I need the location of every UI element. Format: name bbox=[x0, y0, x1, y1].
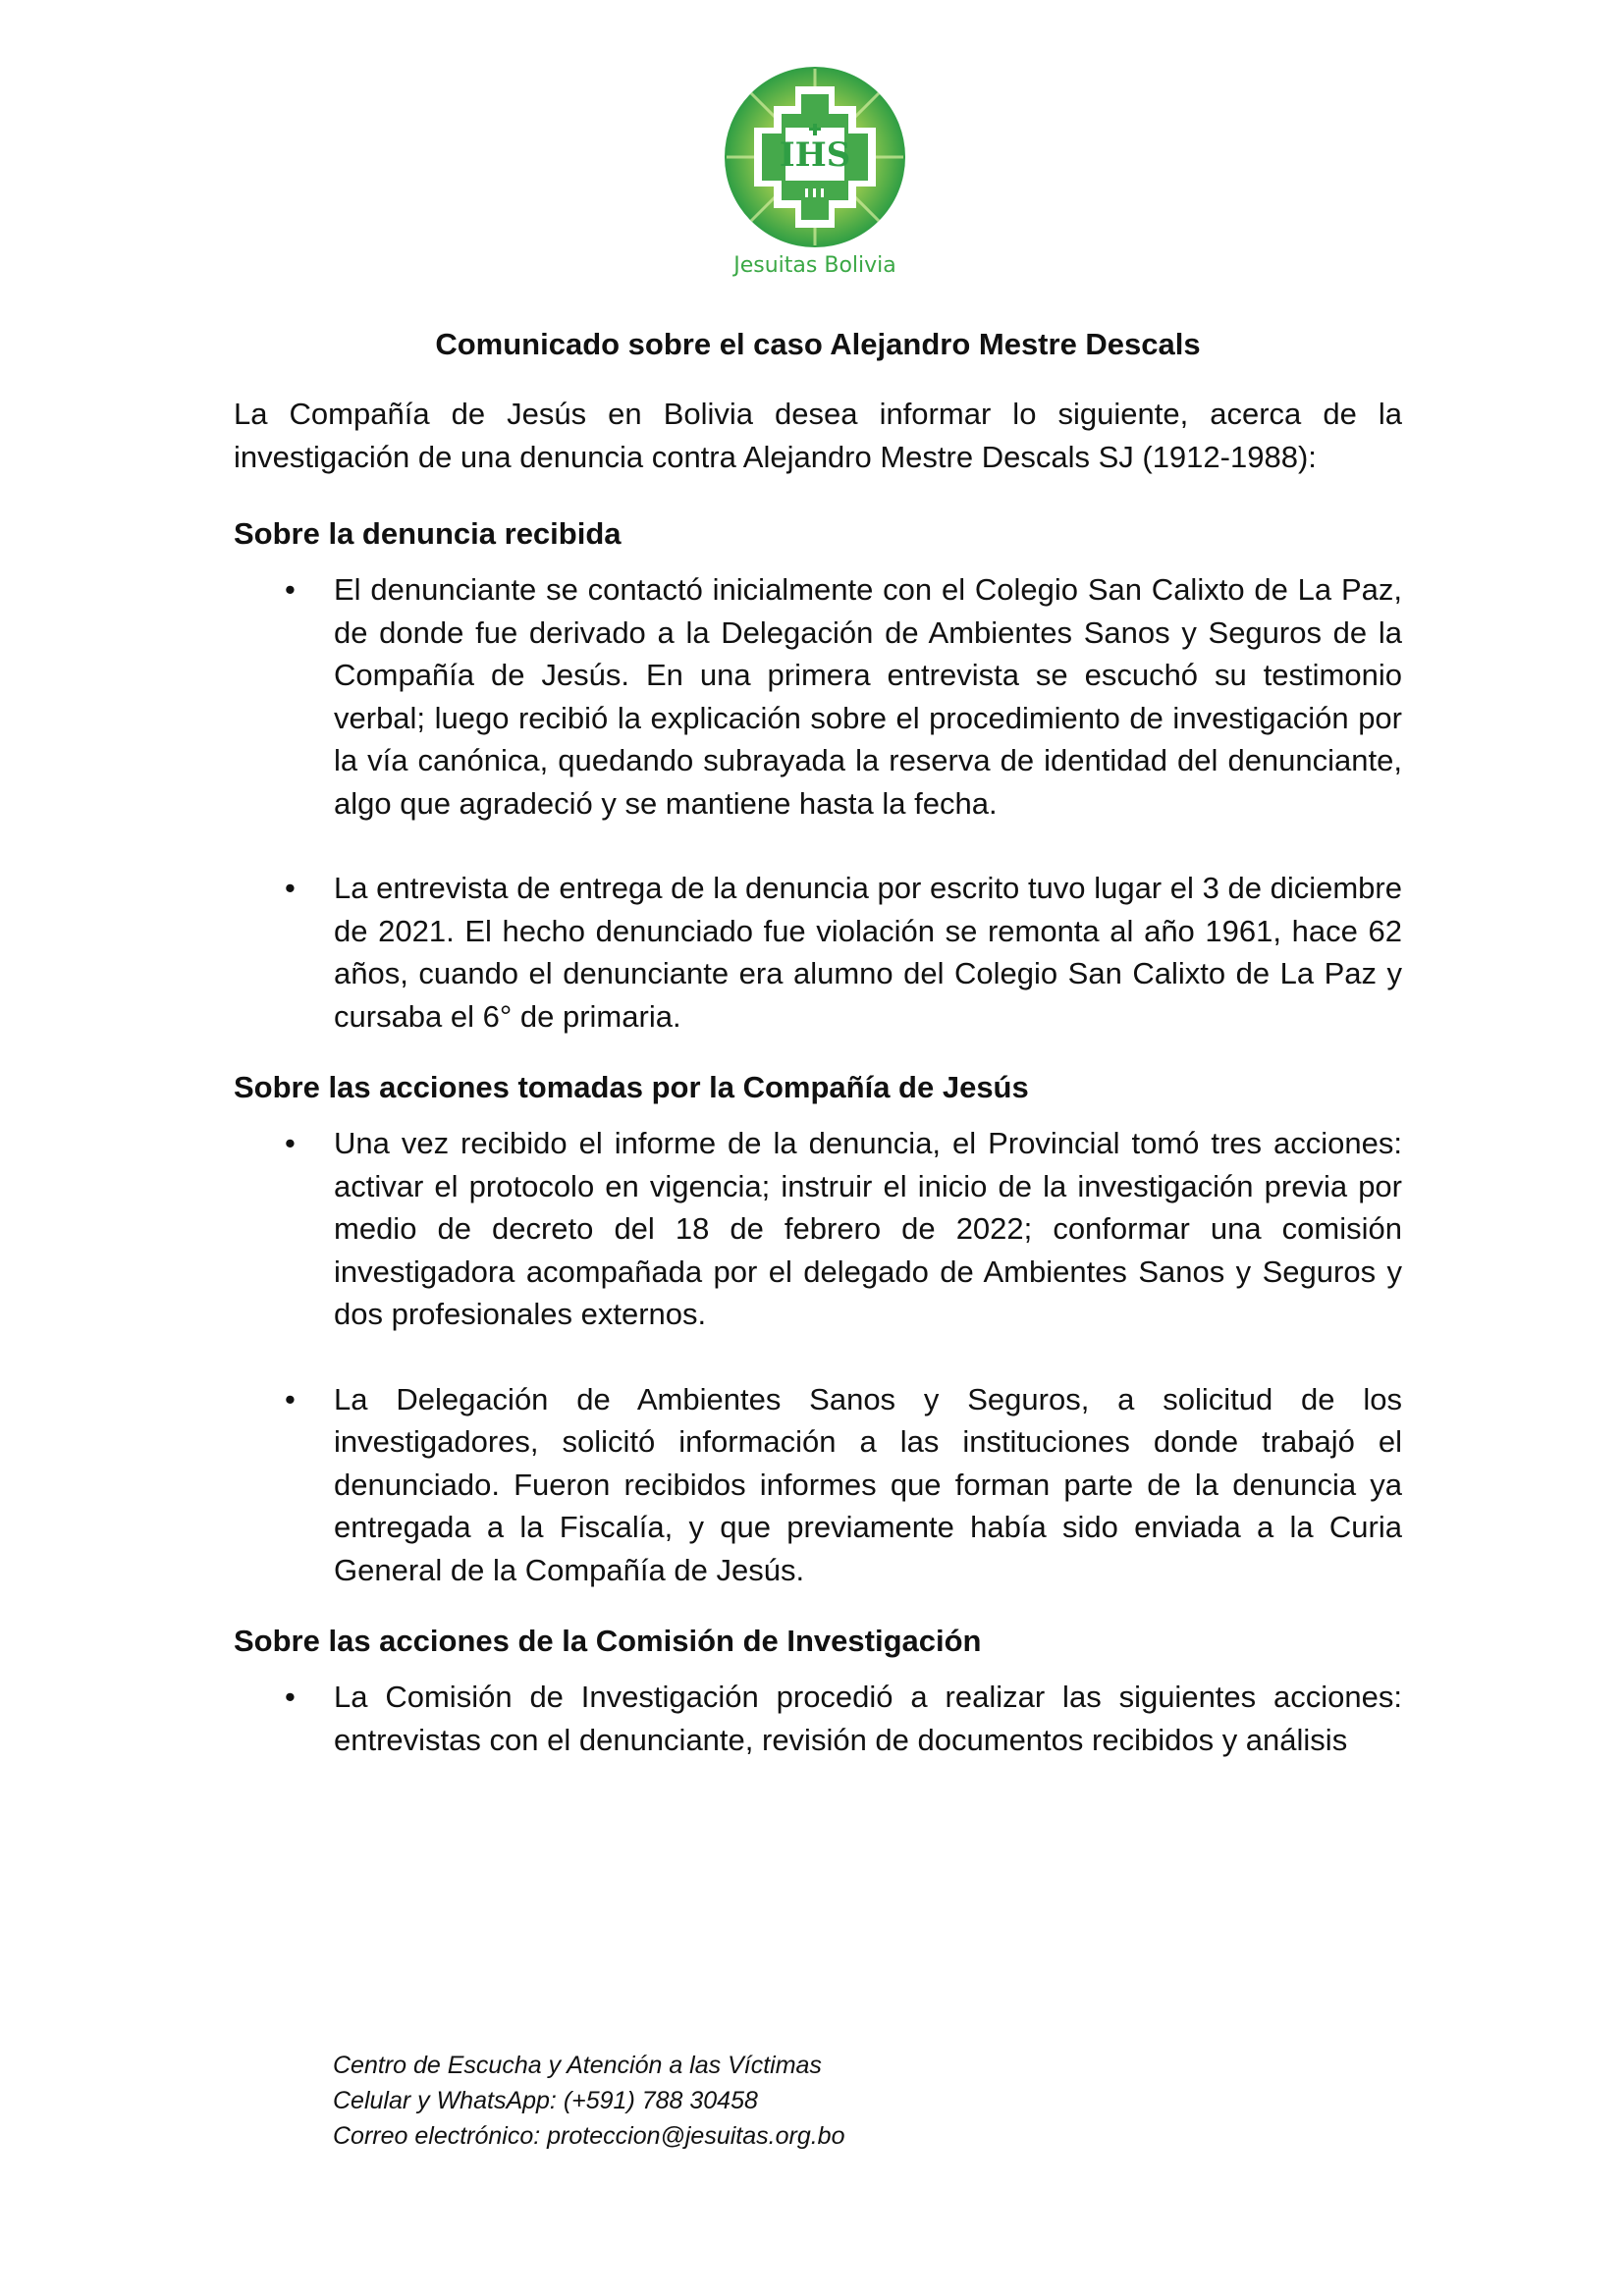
bullet-icon: • bbox=[285, 1680, 296, 1714]
list-item-text: La entrevista de entrega de la denuncia por escrito tuvo lugar el 3 de diciembre de 2021. El hecho denunciado fue violación se remonta al año 1961, hace 62 años, cuando el denunciante era alumno del Colegio San Calixto de La Paz y cursaba el 6° de primaria. bbox=[334, 871, 1402, 1034]
footer-center-name: Centro de Escucha y Atención a las Víctimas bbox=[333, 2052, 822, 2079]
bullet-icon: • bbox=[285, 1126, 296, 1160]
list-item bbox=[234, 568, 1402, 825]
section-heading-denuncia: Sobre la denuncia recibida bbox=[234, 516, 622, 551]
list-item-text: El denunciante se contactó inicialmente con el Colegio San Calixto de La Paz, de donde fue derivado a la Delegación de Ambientes Sanos y Seguros de la Compañía de Jesús. En una primera entrevista se escuchó su testimonio verbal; luego recibió la explicación sobre el procedimiento de investigación por la vía canónica, quedando subrayada la reserva de identidad del denunciante, algo que agradeció y se mantiene hasta la fecha. bbox=[334, 572, 1402, 821]
list-item-text: La Delegación de Ambientes Sanos y Seguros, a solicitud de los investigadores, solicitó información a las instituciones donde trabajó el denunciado. Fueron recibidos informes que forman parte de la denuncia ya entregada a la Fiscalía, y que previamente había sido enviada a la Curia General de la Compañía de Jesús. bbox=[334, 1381, 1402, 1587]
list-item-text: La Comisión de Investigación procedió a realizar las siguientes acciones: entrevistas con el denunciante, revisión de documentos recibidos y análisis bbox=[334, 1680, 1402, 1757]
bullet-list-comision bbox=[234, 1676, 1402, 1761]
section-heading-comision: Sobre las acciones de la Comisión de Investigación bbox=[234, 1624, 982, 1658]
contact-footer bbox=[333, 2048, 844, 2154]
document-title: Comunicado sobre el caso Alejandro Mestre Descals bbox=[435, 327, 1201, 361]
list-item bbox=[234, 867, 1402, 1038]
list-item-text: Una vez recibido el informe de la denuncia, el Provincial tomó tres acciones: activar el protocolo en vigencia; instruir el inicio de la investigación previa por medio de decreto del 18 de febrero de 2022; conformar una comisión investigadora acompañada por el delegado de Ambientes Sanos y Seguros y dos profesionales externos. bbox=[334, 1126, 1402, 1331]
bullet-icon: • bbox=[285, 572, 296, 607]
list-item bbox=[234, 1676, 1402, 1761]
bullet-icon: • bbox=[285, 1381, 296, 1416]
brand-name: Jesuitas Bolivia bbox=[733, 253, 896, 278]
intro-paragraph: La Compañía de Jesús en Bolivia desea informar lo siguiente, acerca de la investigación de una denuncia contra Alejandro Mestre Descals SJ (1912-1988): bbox=[234, 397, 1402, 474]
footer-email: Correo electrónico: proteccion@jesuitas.org.bo bbox=[333, 2122, 845, 2150]
section-heading-acciones-compania: Sobre las acciones tomadas por la Compañía de Jesús bbox=[234, 1070, 1029, 1104]
bullet-list-denuncia bbox=[234, 568, 1402, 1038]
list-item bbox=[234, 1378, 1402, 1592]
footer-phone: Celular y WhatsApp: (+591) 788 30458 bbox=[333, 2087, 758, 2114]
document-body bbox=[234, 324, 1402, 1790]
ihs-emblem-icon bbox=[707, 59, 923, 255]
bullet-list-acciones-compania bbox=[234, 1122, 1402, 1591]
list-item bbox=[234, 1122, 1402, 1336]
svg-text:IHS: IHS bbox=[779, 135, 851, 175]
bullet-icon: • bbox=[285, 871, 296, 905]
